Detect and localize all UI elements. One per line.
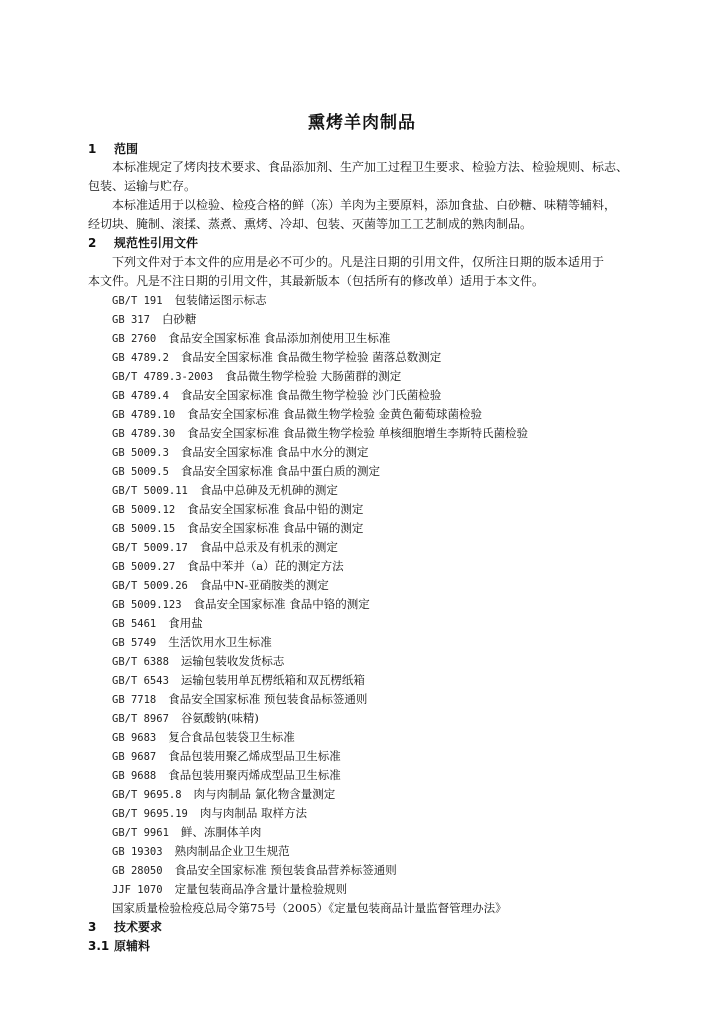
reference-title: 食品安全国家标准 食品中铬的测定 bbox=[193, 597, 370, 611]
section-1-title: 范围 bbox=[114, 142, 139, 156]
reference-code: GB/T 6543 bbox=[112, 675, 169, 687]
reference-item bbox=[112, 519, 363, 539]
reference-item bbox=[112, 728, 295, 748]
reference-code: GB/T 8967 bbox=[112, 713, 169, 725]
reference-item bbox=[112, 823, 261, 843]
reference-title: 食品包装用聚乙烯成型品卫生标准 bbox=[168, 749, 341, 763]
reference-item bbox=[112, 367, 401, 387]
reference-item bbox=[112, 766, 341, 786]
reference-code: GB 5009.12 bbox=[112, 504, 176, 516]
reference-item bbox=[112, 386, 441, 406]
reference-code: GB 5009.15 bbox=[112, 523, 176, 535]
reference-code: GB 19303 bbox=[112, 846, 163, 858]
reference-title: 谷氨酸钠(味精) bbox=[180, 711, 259, 725]
section-1-heading bbox=[88, 140, 138, 159]
reference-code: GB 7718 bbox=[112, 694, 157, 706]
section-2-intro-line1: 下列文件对于本文件的应用是必不可少的。凡是注日期的引用文件，仅所注日期的版本适用于 bbox=[112, 255, 605, 269]
reference-code: GB 4789.4 bbox=[112, 390, 169, 402]
reference-item bbox=[112, 500, 363, 520]
reference-item bbox=[112, 329, 390, 349]
reference-item bbox=[112, 709, 259, 729]
reference-title: 肉与肉制品 氯化物含量测定 bbox=[193, 787, 336, 801]
section-1-para2-line1: 本标准适用于以检验、检疫合格的鲜（冻）羊肉为主要原料，添加食盐、白砂糖、味精等辅料， bbox=[112, 198, 617, 212]
reference-item bbox=[112, 652, 284, 672]
section-3-title: 技术要求 bbox=[114, 920, 163, 934]
section-2-heading bbox=[88, 234, 198, 253]
reference-title: 食品安全国家标准 食品微生物学检验 菌落总数测定 bbox=[180, 350, 442, 364]
reference-item bbox=[112, 348, 441, 368]
reference-code: GB 5009.5 bbox=[112, 466, 169, 478]
reference-code: GB 2760 bbox=[112, 333, 157, 345]
reference-title: 食品安全国家标准 食品中镉的测定 bbox=[187, 521, 364, 535]
reference-title: 定量包装商品净含量计量检验规则 bbox=[174, 882, 348, 896]
reference-title: 食品安全国家标准 食品中铅的测定 bbox=[187, 502, 364, 516]
section-1-para2-line2: 经切块、腌制、滚揉、蒸煮、熏烤、冷却、包装、灭菌等加工工艺制成的熟肉制品。 bbox=[88, 217, 533, 231]
reference-item bbox=[112, 557, 344, 577]
reference-item bbox=[112, 614, 203, 634]
reference-title: 食品中N-亚硝胺类的测定 bbox=[199, 578, 329, 592]
reference-code: GB 4789.30 bbox=[112, 428, 176, 440]
reference-item bbox=[112, 804, 307, 824]
reference-title: 食品安全国家标准 食品添加剂使用卫生标准 bbox=[168, 331, 391, 345]
reference-item bbox=[112, 538, 338, 558]
reference-item bbox=[112, 405, 482, 425]
reference-code: GB 5749 bbox=[112, 637, 157, 649]
reference-title: 运输包装用单瓦楞纸箱和双瓦楞纸箱 bbox=[180, 673, 365, 687]
reference-title: 食品包装用聚丙烯成型品卫生标准 bbox=[168, 768, 341, 782]
reference-title: 鲜、冻胴体羊肉 bbox=[180, 825, 262, 839]
reference-item bbox=[112, 424, 528, 444]
reference-item bbox=[112, 576, 329, 596]
reference-item bbox=[112, 443, 369, 463]
reference-item bbox=[112, 310, 196, 330]
section-3-heading bbox=[88, 918, 162, 937]
section-2-title: 规范性引用文件 bbox=[114, 236, 199, 250]
section-3-1-title: 原辅料 bbox=[114, 939, 151, 953]
reference-title: 食品安全国家标准 食品微生物学检验 金黄色葡萄球菌检验 bbox=[187, 407, 483, 421]
reference-item bbox=[112, 785, 335, 805]
section-1-number: 1 bbox=[88, 142, 97, 156]
section-3-1-number: 3.1 bbox=[88, 939, 110, 953]
reference-item bbox=[112, 690, 367, 710]
reference-code: GB 4789.2 bbox=[112, 352, 169, 364]
reference-code: GB 5009.3 bbox=[112, 447, 169, 459]
section-3-1-heading bbox=[88, 937, 150, 956]
reference-code: JJF 1070 bbox=[112, 884, 163, 896]
reference-code: GB 5009.27 bbox=[112, 561, 176, 573]
reference-title: 生活饮用水卫生标准 bbox=[168, 635, 272, 649]
reference-title: 食品安全国家标准 食品中蛋白质的测定 bbox=[180, 464, 381, 478]
reference-code: GB 9687 bbox=[112, 751, 157, 763]
reference-item bbox=[112, 595, 370, 615]
section-2-intro-line2: 本文件。凡是不注日期的引用文件，其最新版本（包括所有的修改单）适用于本文件。 bbox=[88, 274, 545, 288]
reference-code: GB 5461 bbox=[112, 618, 157, 630]
reference-code: GB/T 9695.8 bbox=[112, 789, 182, 801]
reference-title: 食品中总砷及无机砷的测定 bbox=[199, 483, 338, 497]
reference-title: 复合食品包装袋卫生标准 bbox=[168, 730, 295, 744]
reference-title: 白砂糖 bbox=[161, 312, 197, 326]
reference-title: 食品安全国家标准 食品微生物学检验 单核细胞增生李斯特氏菌检验 bbox=[187, 426, 529, 440]
reference-code: GB/T 9695.19 bbox=[112, 808, 188, 820]
reference-code: GB 9688 bbox=[112, 770, 157, 782]
reference-item-decree: 国家质量检验检疫总局令第75号（2005）《定量包装商品计量监督管理办法》 bbox=[112, 901, 507, 915]
reference-code: GB/T 4789.3-2003 bbox=[112, 371, 214, 383]
reference-code: GB/T 5009.26 bbox=[112, 580, 188, 592]
reference-title: 食品安全国家标准 预包装食品营养标签通则 bbox=[174, 863, 397, 877]
reference-code: GB/T 9961 bbox=[112, 827, 169, 839]
section-2-number: 2 bbox=[88, 236, 97, 250]
section-1-para1-line1: 本标准规定了烤肉技术要求、食品添加剂、生产加工过程卫生要求、检验方法、检验规则、标志、 bbox=[112, 160, 629, 174]
reference-title: 运输包装收发货标志 bbox=[180, 654, 285, 668]
section-1-para1-line2: 包装、运输与贮存。 bbox=[88, 179, 197, 193]
reference-item bbox=[112, 462, 380, 482]
reference-title: 食品中苯并（a）芘的测定方法 bbox=[187, 559, 344, 573]
reference-title: 食品安全国家标准 食品中水分的测定 bbox=[180, 445, 369, 459]
reference-title: 食品安全国家标准 预包装食品标签通则 bbox=[168, 692, 368, 706]
reference-code: GB/T 191 bbox=[112, 295, 163, 307]
document-title: 熏烤羊肉制品 bbox=[308, 113, 416, 133]
reference-title: 食用盐 bbox=[168, 616, 203, 630]
reference-title: 食品安全国家标准 食品微生物学检验 沙门氏菌检验 bbox=[180, 388, 442, 402]
reference-item bbox=[112, 481, 338, 501]
reference-item bbox=[112, 880, 347, 900]
reference-item bbox=[112, 747, 341, 767]
reference-code: GB 317 bbox=[112, 314, 150, 326]
reference-item bbox=[112, 842, 290, 862]
reference-code: GB 28050 bbox=[112, 865, 163, 877]
reference-title: 熟肉制品企业卫生规范 bbox=[174, 844, 290, 858]
reference-item bbox=[112, 671, 365, 691]
section-3-number: 3 bbox=[88, 920, 97, 934]
reference-item bbox=[112, 291, 267, 311]
reference-code: GB 5009.123 bbox=[112, 599, 182, 611]
reference-code: GB 4789.10 bbox=[112, 409, 176, 421]
reference-item bbox=[112, 861, 397, 881]
reference-code: GB/T 6388 bbox=[112, 656, 169, 668]
reference-title: 食品微生物学检验 大肠菌群的测定 bbox=[225, 369, 402, 383]
reference-item bbox=[112, 633, 272, 653]
reference-code: GB/T 5009.11 bbox=[112, 485, 188, 497]
reference-title: 食品中总汞及有机汞的测定 bbox=[199, 540, 338, 554]
reference-title: 包装储运图示标志 bbox=[174, 293, 267, 307]
reference-code: GB 9683 bbox=[112, 732, 157, 744]
reference-title: 肉与肉制品 取样方法 bbox=[199, 806, 308, 820]
reference-code: GB/T 5009.17 bbox=[112, 542, 188, 554]
